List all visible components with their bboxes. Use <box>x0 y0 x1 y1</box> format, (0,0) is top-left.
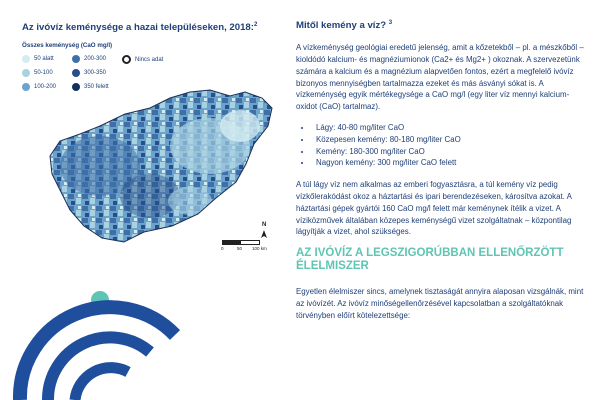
legend-label: Nincs adat <box>135 56 164 63</box>
scale-bar <box>222 240 260 245</box>
paragraph-soft-hard: A túl lágy víz nem alkalmas az emberi fogyasztásra, a túl kemény víz pedig vízkőlerakódást okoz a háztartási és ipari berendezéseken, károsítva azokat. A háztartási gépek gyártói 160 CaO mg/l felett már keménynek ítélik a vizet. A víziközművek általában közepes keménységű vizet szolgáltatnak – központilag lágyítják a vizet, ahol szükséges. <box>296 180 572 237</box>
section-heading-2: AZ IVÓVÍZ A LEGSZIGORÚBBAN ELLENŐRZÖTT ÉLELMISZER <box>296 247 564 273</box>
section-heading-footnote: 3 <box>388 20 393 26</box>
hungary-hardness-map <box>40 86 280 256</box>
section-heading-text: Mitől kemény a víz? <box>296 20 387 32</box>
hardness-list <box>296 122 586 169</box>
legend-swatch <box>122 55 131 64</box>
scale-label: 50 <box>237 246 243 251</box>
scale-label: 0 <box>221 246 224 251</box>
legend-label: 300-350 <box>84 70 107 76</box>
legend-swatch <box>22 69 30 77</box>
scale-label: 100 km <box>252 246 267 251</box>
legend-item <box>72 69 106 77</box>
text-column <box>296 20 586 331</box>
legend-swatch <box>22 55 30 63</box>
decorative-logo <box>0 290 200 400</box>
legend-label: 350 felett <box>84 84 109 90</box>
legend-swatch <box>22 83 30 91</box>
legend-item <box>22 69 53 77</box>
compass-label: N <box>262 222 267 228</box>
map-title-footnote: 2 <box>253 22 258 28</box>
paragraph-control: Egyetlen élelmiszer sincs, amelynek tisztaságát annyira alaposan vizsgálnák, mint az ivóvízét. Az ivóvíz minőségellenőrzésével kapcsolatban a szolgáltatóknak törvényben előírt kötelezettsége: <box>296 287 584 320</box>
legend-item <box>122 55 163 64</box>
section-heading <box>296 20 586 31</box>
legend-label: 50 alatt <box>34 56 54 62</box>
legend-label: 100-200 <box>34 84 57 90</box>
list-item: • Kemény: 180-300 mg/liter CaO <box>312 146 586 158</box>
list-item: • Lágy: 40-80 mg/liter CaO <box>312 122 586 134</box>
paragraph-intro: A vízkeménység geológiai eredetű jelenség, amit a kőzetekből – pl. a mészkőből – kioldódó kalcium- és magnéziumionok (Ca2+ és Mg2+ ) okoznak. A szervezetünk számára a kalcium és a magnézium alapvetően fontos, ezért a megfelelő ivóvíz bizonyos mennyiségben tartalmazza ezeket és más ásványi sókat is. A vízkeménység egyik mértékegysége a CaO mg/l (egy liter víz mennyi kalcium-oxidot (CaO) tartalmaz). <box>296 43 584 112</box>
legend-item <box>22 55 54 63</box>
north-arrow-icon <box>261 230 267 238</box>
legend-swatch <box>72 69 80 77</box>
list-item: • Nagyon kemény: 300 mg/liter CaO felett <box>312 157 586 169</box>
legend-title: Összes keménység (CaO mg/l) <box>22 42 113 49</box>
legend-swatch <box>72 55 80 63</box>
legend-label: 200-300 <box>84 56 107 62</box>
legend-label: 50-100 <box>34 70 53 76</box>
list-item: • Közepesen kemény: 80-180 mg/liter CaO <box>312 134 586 146</box>
map-title <box>22 22 257 33</box>
legend-item <box>72 55 106 63</box>
map-title-text: Az ivóvíz keménysége a hazai településeken, 2018: <box>22 22 254 34</box>
